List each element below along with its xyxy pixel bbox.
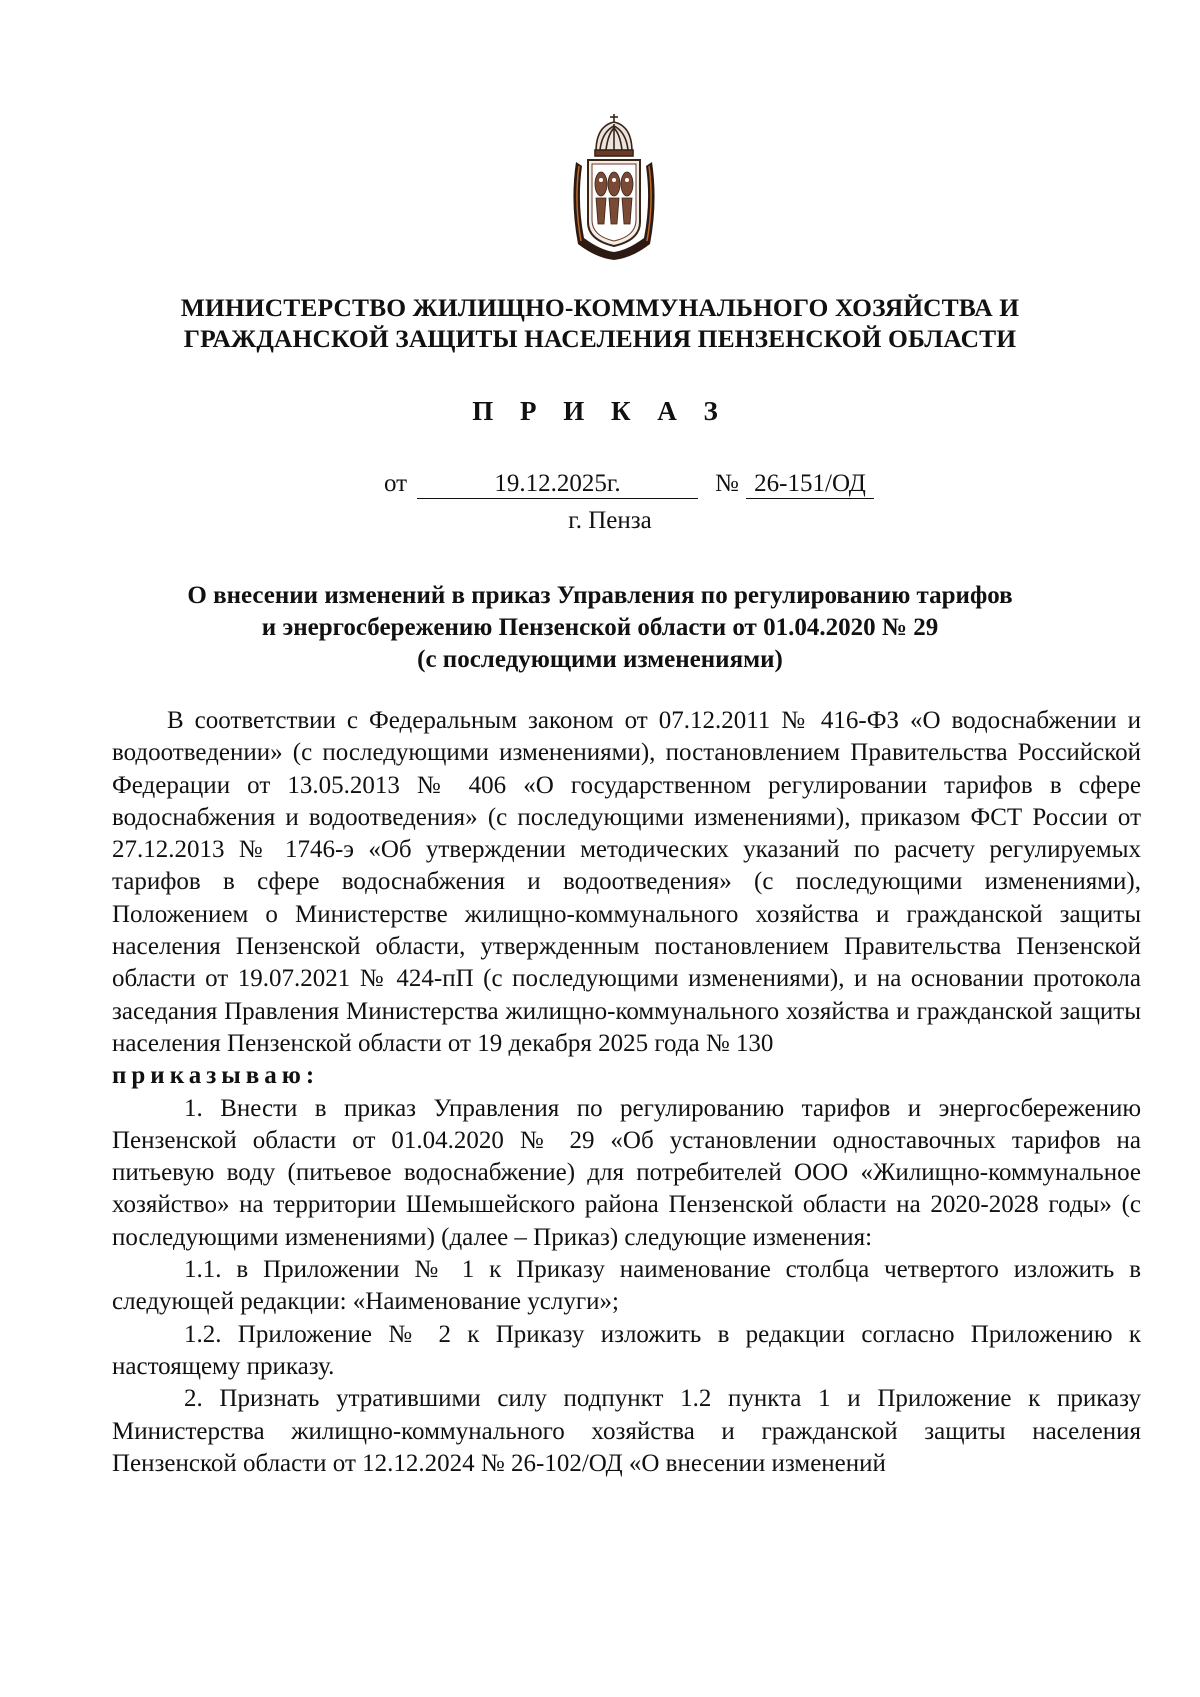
ministry-name-line2: ГРАЖДАНСКОЙ ЗАЩИТЫ НАСЕЛЕНИЯ ПЕНЗЕНСКОЙ ОБЛАСТИ — [183, 324, 1017, 353]
document-date: 19.12.2025г. — [417, 470, 698, 499]
document-subject — [130, 580, 1070, 676]
shield-icon — [588, 160, 640, 246]
ministry-name-line1: МИНИСТЕРСТВО ЖИЛИЩНО-КОММУНАЛЬНОГО ХОЗЯЙСТВА И — [180, 293, 1020, 322]
document-body — [112, 705, 1141, 1480]
preamble-paragraph: В соответствии с Федеральным законом от 07.12.2011 № 416-ФЗ «О водоснабжении и водоотведении» (с последующими изменениями), постановлением Правительства Российской Федерации от 13.05.2013 № 406 «О государственном регулировании тарифов в сфере водоснабжения и водоотведения» (с последующими изменениями), приказом ФСТ России от 27.12.2013 № 1746-э «Об утверждении методических указаний по расчету регулируемых тарифов в сфере водоснабжения и водоотведения» (с последующими изменениями), Положением о Министерстве жилищно-коммунального хозяйства и гражданской защиты населения Пензенской области, утвержденным постановлением Правительства Пензенской области от 19.07.2021 № 424-пП (с последующими изменениями), и на основании протокола заседания Правления Министерства жилищно-коммунального хозяйства и гражданской защиты населения Пензенской области от 19 декабря 2025 года № 130 — [112, 707, 1141, 1057]
document-type-title: П Р И К А З — [472, 396, 728, 426]
order-word: приказываю: — [112, 1062, 320, 1090]
date-number-line — [0, 470, 1200, 502]
city-name: г. Пенза — [568, 507, 652, 534]
crown-icon — [595, 114, 633, 156]
subject-line2: и энергосбережению Пензенской области от 01.04.2020 № 29 — [261, 614, 939, 641]
subject-line3: (с последующими изменениями) — [417, 646, 783, 673]
ministry-name — [100, 292, 1100, 354]
document-number: 26-151/ОД — [746, 470, 874, 499]
from-label: от — [384, 470, 408, 497]
item-1-paragraph: 1. Внести в приказ Управления по регулированию тарифов и энергосбережению Пензенской области от 01.04.2020 № 29 «Об установлении одноставочных тарифов на питьевую воду (питьевое водоснабжение) для потребителей ООО «Жилищно-коммунальное хозяйство» на территории Шемышейского района Пензенской области на 2020-2028 годы» (с последующими изменениями) (далее – Приказ) следующие изменения: — [112, 1094, 1141, 1251]
number-label: № — [715, 470, 739, 497]
coat-of-arms-emblem — [566, 112, 662, 262]
item-1-1-paragraph: 1.1. в Приложении № 1 к Приказу наименование столбца четвертого изложить в следующей редакции: «Наименование услуги»; — [112, 1256, 1141, 1316]
item-1-2-paragraph: 1.2. Приложение № 2 к Приказу изложить в редакции согласно Приложению к настоящему приказу. — [112, 1320, 1141, 1380]
subject-line1: О внесении изменений в приказ Управления по регулированию тарифов — [187, 582, 1013, 609]
item-2-paragraph: 2. Признать утратившими силу подпункт 1.2 пункта 1 и Приложение к приказу Министерства жилищно-коммунального хозяйства и гражданской защиты населения Пензенской области от 12.12.2024 № 26-102/ОД «О внесении изменений — [112, 1385, 1141, 1477]
